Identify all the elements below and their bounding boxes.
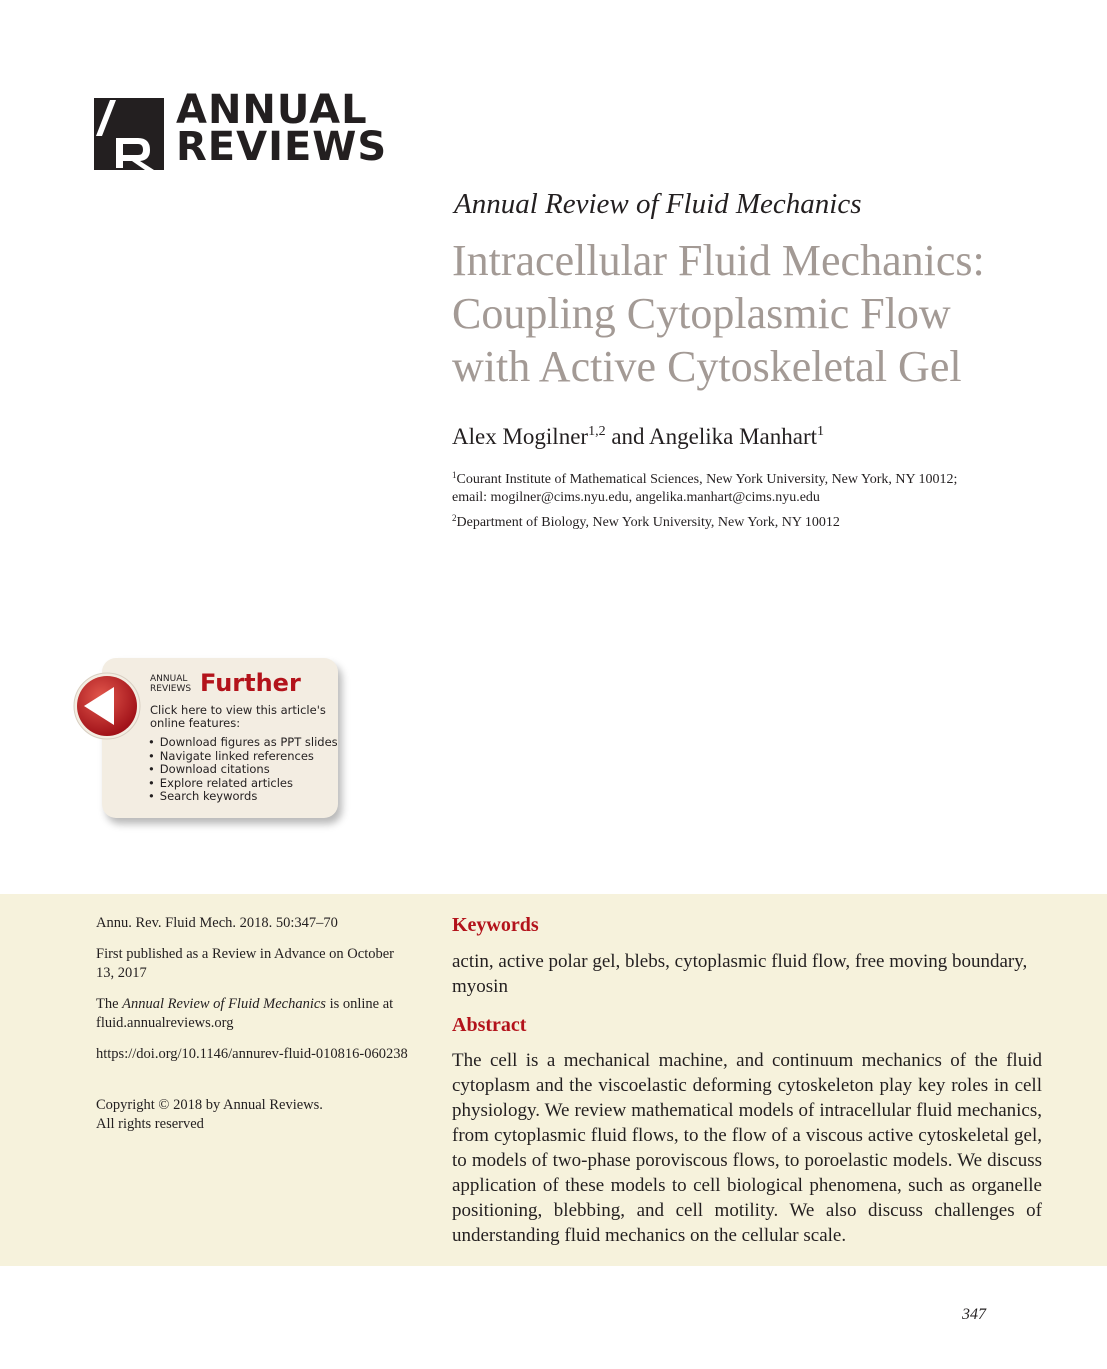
article-title	[452, 234, 1072, 393]
page-number: 347	[962, 1306, 986, 1323]
further-item: • Search keywords	[148, 790, 338, 804]
citation: Annu. Rev. Fluid Mech. 2018. 50:347–70	[96, 915, 338, 931]
first-published: First published as a Review in Advance on October 13, 2017	[96, 946, 394, 981]
affiliation-1-line-1: Courant Institute of Mathematical Sciences, New York University, New York, NY 10012;	[456, 472, 958, 487]
title-line-2: Coupling Cytoplasmic Flow	[452, 289, 951, 338]
further-item: • Navigate linked references	[148, 750, 338, 764]
further-brand-line-1: ANNUAL	[150, 674, 188, 684]
affiliation-2	[452, 514, 840, 532]
keywords-heading: Keywords	[452, 914, 539, 936]
author-2: Angelika Manhart	[649, 424, 817, 449]
online-info	[96, 995, 414, 1033]
click-here-link[interactable]: Click here	[150, 703, 207, 717]
author-connector: and	[605, 424, 650, 449]
author-1-affil: 1,2	[588, 424, 606, 439]
affiliation-2-sup: 2	[452, 513, 457, 523]
online-prefix: The	[96, 996, 123, 1012]
affiliation-1-email[interactable]: email: mogilner@cims.nyu.edu, angelika.manhart@cims.nyu.edu	[452, 490, 820, 505]
further-item: • Download citations	[148, 763, 338, 777]
further-item: • Download figures as PPT slides	[148, 736, 338, 750]
copyright-line: Copyright © 2018 by Annual Reviews.	[96, 1097, 323, 1113]
play-arrow-icon[interactable]	[72, 671, 142, 741]
logo-line-1: ANNUAL	[176, 87, 368, 133]
online-journal: Annual Review of Fluid Mechanics	[122, 996, 326, 1012]
further-brand	[150, 674, 191, 694]
further-heading: Further	[200, 669, 301, 697]
further-description-text: to view this article's online features:	[150, 703, 326, 730]
logo-wordmark	[176, 87, 388, 170]
author-list	[452, 424, 824, 450]
doi-link[interactable]: https://doi.org/10.1146/annurev-fluid-010816-060238	[96, 1046, 408, 1062]
author-1: Alex Mogilner	[452, 424, 589, 449]
online-url[interactable]: is online at fluid.annualreviews.org	[96, 996, 397, 1031]
logo-line-2: REVIEWS	[176, 124, 388, 170]
copyright	[96, 1096, 414, 1134]
affiliation-1	[452, 471, 957, 507]
affiliation-1-sup: 1	[452, 470, 457, 480]
journal-name: Annual Review of Fluid Mechanics	[454, 188, 862, 220]
rights-line: All rights reserved	[96, 1116, 204, 1132]
abstract-heading: Abstract	[452, 1014, 527, 1036]
title-line-1: Intracellular Fluid Mechanics:	[452, 236, 985, 285]
author-2-affil: 1	[817, 424, 824, 439]
further-feature-list	[148, 736, 338, 804]
abstract-text: The cell is a mechanical machine, and continuum mechanics of the fluid cytoplasm and the viscoelastic deforming cytoskeleton play key roles in cell physiology. We review mathematical models of intracellular fluid mechanics, from cytoplasmic fluid flows, to the flow of a viscous active cytoskeletal gel, to models of two-phase poroviscous flows, to poroelastic models. We discuss application of these models to cell biological phenomena, such as organelle positioning, blebbing, and cell motility. We also discuss challenges of understanding fluid mechanics on the cellular scale.	[452, 1050, 1042, 1246]
title-line-3: with Active Cytoskeletal Gel	[452, 342, 962, 391]
further-description	[150, 704, 330, 730]
keywords-text: actin, active polar gel, blebs, cytoplasmic fluid flow, free moving boundary, myosin	[452, 951, 1028, 997]
further-brand-line-2: REVIEWS	[150, 684, 192, 694]
affiliation-2-line-1: Department of Biology, New York University, New York, NY 10012	[456, 515, 840, 530]
annual-reviews-logo	[94, 87, 388, 172]
ar-logo-mark	[94, 98, 164, 170]
further-item: • Explore related articles	[148, 777, 338, 791]
